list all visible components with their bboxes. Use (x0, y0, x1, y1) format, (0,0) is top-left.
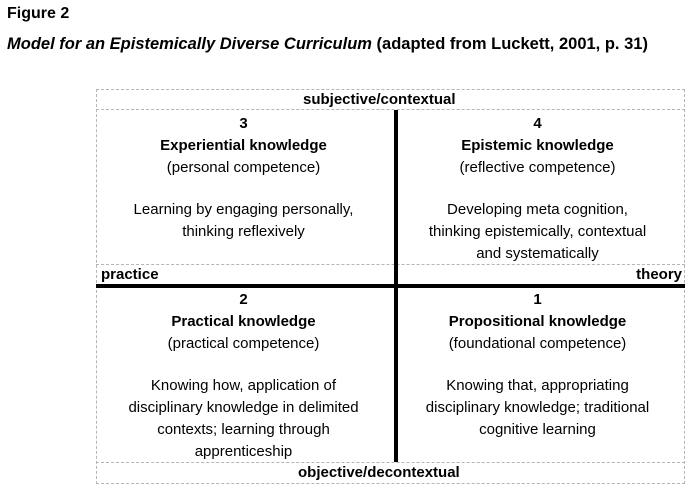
quadrant-number: 2 (239, 291, 248, 308)
quadrant-practical (96, 289, 391, 463)
quadrant-subtitle: (personal competence) (166, 159, 321, 176)
quadrant-number: 3 (239, 115, 248, 132)
quadrant-epistemic (390, 113, 685, 265)
quadrant-title: Practical knowledge (171, 313, 316, 330)
desc-line: Knowing how, application of (150, 377, 337, 394)
desc-line: disciplinary knowledge; traditional (425, 399, 650, 416)
quadrant-number: 1 (533, 291, 542, 308)
desc-line: Learning by engaging personally, (133, 201, 354, 218)
caption-source: (adapted from Luckett, 2001, p. 31) (371, 35, 648, 53)
horizontal-axis (96, 284, 685, 288)
figure-caption (7, 35, 648, 54)
quadrant-title: Experiential knowledge (160, 137, 327, 154)
quadrant-experiential (96, 113, 391, 243)
axis-label-left: practice (101, 266, 159, 283)
desc-line: contexts; learning through (157, 421, 330, 438)
desc-line: cognitive learning (479, 421, 596, 438)
quadrant-propositional (390, 289, 685, 441)
desc-line: disciplinary knowledge in delimited (128, 399, 359, 416)
axis-label-right: theory (636, 266, 682, 283)
figure-label: Figure 2 (7, 5, 70, 22)
desc-line: and systematically (476, 245, 599, 262)
axis-label-bottom: objective/decontextual (298, 464, 460, 481)
quadrant-title: Propositional knowledge (448, 313, 627, 330)
caption-title: Model for an Epistemically Diverse Curriculum (7, 35, 372, 53)
quadrant-description (96, 375, 391, 463)
quadrant-subtitle: (foundational competence) (448, 335, 627, 352)
desc-line: thinking reflexively (182, 223, 305, 240)
quadrant-number: 4 (533, 115, 542, 132)
quadrant-description (390, 199, 685, 265)
quadrant-description (390, 375, 685, 441)
axis-label-top: subjective/contextual (303, 91, 456, 108)
desc-line: apprenticeship (194, 443, 293, 460)
quadrant-subtitle: (practical competence) (167, 335, 320, 352)
quadrant-title: Epistemic knowledge (461, 137, 614, 154)
top-divider (96, 109, 685, 110)
desc-line: Developing meta cognition, (447, 201, 628, 218)
desc-line: Knowing that, appropriating (446, 377, 629, 394)
quadrant-subtitle: (reflective competence) (459, 159, 616, 176)
desc-line: thinking epistemically, contextual (428, 223, 647, 240)
quadrant-description (96, 199, 391, 243)
